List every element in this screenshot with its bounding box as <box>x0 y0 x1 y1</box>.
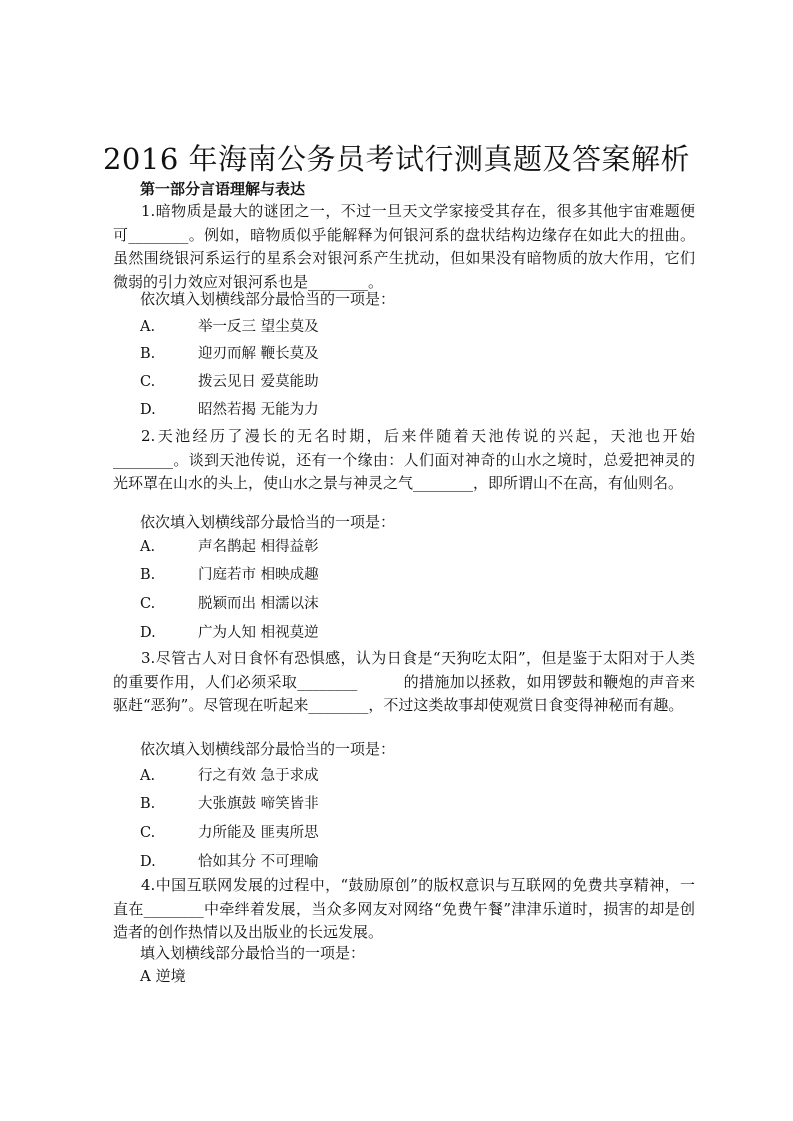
question-3-text: 3.尽管古人对日食怀有恐惧感，认为日食是“天狗吃太阳”，但是鉴于太阳对于人类的重要作用，人们必须采取________ 的措施加以拯救，如用锣鼓和鞭炮的声音来驱赶“恶狗”。尽管现在听起来________，不过这类故事却使观赏日食变得神秘而有趣。 <box>113 649 695 714</box>
option-text: 迎刃而解 鞭长莫及 <box>198 346 319 362</box>
option-text: 昭然若揭 无能为力 <box>198 402 319 418</box>
option-letter: C. <box>140 374 156 390</box>
question-3-option-a <box>140 765 319 787</box>
question-2-option-a <box>140 536 319 558</box>
question-4-text: 4.中国互联网发展的过程中，“鼓励原创”的版权意识与互联网的免费共享精神，一直在________中牵绊着发展，当众多网友对网络“免费午餐”津津乐道时，损害的却是创造者的创作热情以及出版业的长远发展。 <box>113 876 695 941</box>
question-1-prompt: 依次填入划横线部分最恰当的一项是： <box>140 290 396 308</box>
option-letter: B. <box>140 796 156 812</box>
question-3-option-d <box>140 851 319 873</box>
option-text: 恰如其分 不可理喻 <box>198 854 319 870</box>
option-text: 门庭若市 相映成趣 <box>198 567 319 583</box>
option-letter: B. <box>140 346 156 362</box>
question-2-prompt: 依次填入划横线部分最恰当的一项是： <box>140 513 396 531</box>
option-text: 拨云见日 爱莫能助 <box>198 374 319 390</box>
document-title: 2016 年海南公务员考试行测真题及答案解析 <box>102 142 691 176</box>
question-1-option-b <box>140 343 319 365</box>
option-text: 举一反三 望尘莫及 <box>198 319 319 335</box>
question-4-prompt: 填入划横线部分最恰当的一项是： <box>140 944 366 962</box>
question-2-option-b <box>140 564 319 586</box>
section-heading: 第一部分言语理解与表达 <box>140 180 306 198</box>
option-letter: C. <box>140 825 156 841</box>
option-text: 声名鹊起 相得益彰 <box>198 539 319 555</box>
option-letter: D. <box>140 625 156 641</box>
question-2-text: 2.天池经历了漫长的无名时期，后来伴随着天池传说的兴起，天池也开始________。谈到天池传说，还有一个缘由：人们面对神奇的山水之境时，总爱把神灵的光环罩在山水的头上，使山水之景与神灵之气________，即所谓山不在高，有仙则名。 <box>113 427 695 492</box>
question-3-prompt: 依次填入划横线部分最恰当的一项是： <box>140 740 396 758</box>
option-text: 脱颖而出 相濡以沫 <box>198 596 319 612</box>
question-2-option-d <box>140 622 319 644</box>
option-letter: A. <box>140 768 156 784</box>
option-letter: A. <box>140 539 156 555</box>
option-text: 广为人知 相视莫逆 <box>198 625 319 641</box>
option-letter: A. <box>140 319 156 335</box>
question-4-option-a: A 逆境 <box>140 967 186 985</box>
option-text: 大张旗鼓 啼笑皆非 <box>198 796 319 812</box>
option-letter: B. <box>140 567 156 583</box>
question-3-option-c <box>140 822 319 844</box>
option-text: 力所能及 匪夷所思 <box>198 825 319 841</box>
option-letter: D. <box>140 402 156 418</box>
option-text: 行之有效 急于求成 <box>198 768 319 784</box>
question-1-text: 1.暗物质是最大的谜团之一，不过一旦天文学家接受其存在，很多其他宇宙难题便可________。例如，暗物质似乎能解释为何银河系的盘状结构边缘存在如此大的扭曲。虽然围绕银河系运行的星系会对银河系产生扰动，但如果没有暗物质的放大作用，它们微弱的引力效应对银河系也是________。 <box>113 202 695 291</box>
question-2-option-c <box>140 593 319 615</box>
option-letter: D. <box>140 854 156 870</box>
option-letter: C. <box>140 596 156 612</box>
question-1-option-d <box>140 399 319 421</box>
question-3-option-b <box>140 793 319 815</box>
question-1-option-a <box>140 316 319 338</box>
question-1-option-c <box>140 371 319 393</box>
